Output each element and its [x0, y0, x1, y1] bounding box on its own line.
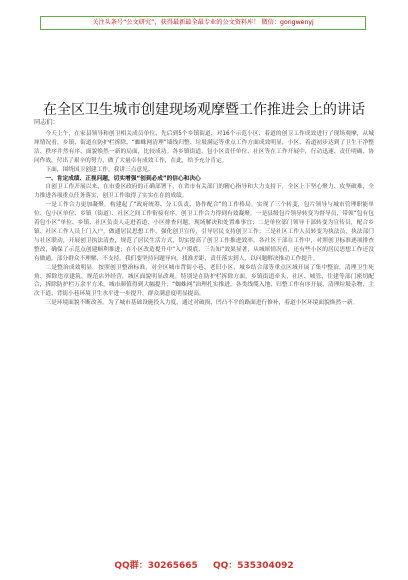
section-heading-1: 一、肯定成绩、正视问题，切实增强“创到必成”的信心和决心 [45, 175, 201, 182]
paragraph-5: 二是整治成效明显。按照创卫整治标准，对全区城市背街小巷、老旧小区、城乡结合部等重点区域开展了集中整治，清理卫生死角、拆除违章建筑、规范店外经营，城区面貌明显改观。特别是在防护栏拆除方面，乡镇街道牵头，社区、城管、住建等部门密切配合，拆除防护栏万余平方米，城市颜值得到大幅提升；“蜘蛛网”治理扎实推进，各类线缆入地、归整工作有序开展，清理垃圾杂物，主次干道、背街小巷环境卫生水平进一步提升，群众满意度明显提高。 [34, 264, 374, 298]
paragraph-3: 自创卫工作开展以来，在市委区政府的正确部署下，在省市有关部门的精心指导和大力支持下，全区上下坚心聚力、攻坚破难，全力推进各项重点任务落实，创卫工作取得了实实在在的成绩。 [34, 184, 374, 200]
contact-footer [0, 558, 408, 571]
qq-group-text: QQ群：30265665 [114, 561, 198, 571]
promo-banner: 关注头条号“公文研究”，获得最新最全最专业的公文资料库！ 微信：gongwenyj [40, 16, 366, 30]
salutation: 同志们： [34, 119, 59, 126]
document-body [34, 130, 374, 544]
document-title: 在全区卫生城市创建现场观摩暨工作推进会上的讲话 [43, 102, 365, 119]
paragraph-1: 今天上午，在家县领导和创卫相关成员单位、先后到5个乡镇街道，对16个示范小区、着道的创卫工作成效进行了现场观摩，从城犀情况看，乡镇、街道在防护栏拆除、“蜘蛛网清理”墙线归整、垃圾满运等重点工作方面成效明显，小区、着道初步达到了卫生干净整洁、秩序井然有序、面貌焕然一新的局面，比较成功。各乡镇街道、包小区责任单位、社区等在工作开展中，行动迅速、责任明确、协同作战，付出了艰辛的努力，做了大量卓有成效工作，在此，给予充分肯定。 [34, 131, 374, 164]
paragraph-2: 下面，围绕国卫创建工作，我讲三点意见。 [45, 166, 154, 173]
paragraph-4: 一是工作合力更加凝聚。构建起了“政府统筹、分工负责、协作配合”的工作格局。实现了三个转变，包片领导与城市管理职能单位、包小区单位、乡镇（街道）、社区之间工作衔接有序，创卫工作合力得到有效凝聚。一是县级包片领导转变为督导员，带领“包有包着包小区”单位、乡镇、社区负责人走进着道、小区排查问题，现场解决和处置难事宜；二是单位部门领导干部转变为宣传员，配合乡镇、社区工作人员上门入户，做通居民思想工作，强化创卫宣传，引导居民支持创卫工作；三是社区工作人员转变为执法员，执法部门与社区联动，开展创卫执法清查，规范了居民生活方式，切实提高了创卫工作推进效率。各社区干部在工作中，对照创卫标准逐项排查整改，确保了示范点创建顺利推进；在小区改造提升中“入户摸底、三告知”效果显著，从城犀情况看，还有些小区的居民思想工作还没有做通，部分群众不理解、不支持。我们要坚持问题导向，找准差距，责任落实到人，以问题解决推动工作提升。 [34, 202, 374, 262]
qq-text: QQ：535304092 [212, 561, 294, 571]
paragraph-6: 三是环境面貌不断改善。为了城市基础设施投入力度，通过对破损、凹凸不平的路面进行修补，着道小区环境面貌焕然一新。 [45, 300, 359, 307]
